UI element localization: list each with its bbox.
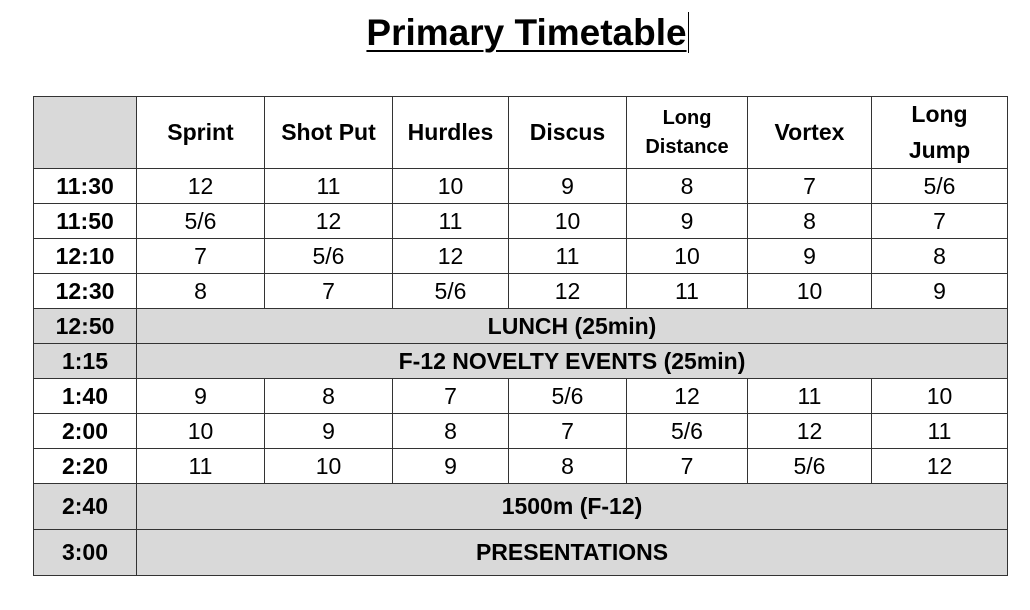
table-cell: 7 xyxy=(748,169,872,204)
table-cell: 9 xyxy=(509,169,627,204)
column-header-hurdles: Hurdles xyxy=(393,97,509,169)
time-cell: 12:10 xyxy=(34,239,137,274)
table-cell: 12 xyxy=(627,379,748,414)
table-cell: 7 xyxy=(872,204,1008,239)
novelty-events-row xyxy=(34,344,1008,379)
table-cell: 9 xyxy=(393,449,509,484)
table-cell: 12 xyxy=(748,414,872,449)
table-row xyxy=(34,169,1008,204)
table-cell: 10 xyxy=(509,204,627,239)
corner-cell xyxy=(34,97,137,169)
table-cell: 11 xyxy=(509,239,627,274)
column-header-shot-put: Shot Put xyxy=(265,97,393,169)
time-cell: 12:30 xyxy=(34,274,137,309)
time-cell: 12:50 xyxy=(34,309,137,344)
table-cell: 11 xyxy=(872,414,1008,449)
table-cell: 9 xyxy=(748,239,872,274)
time-cell: 11:50 xyxy=(34,204,137,239)
table-cell: 10 xyxy=(748,274,872,309)
table-cell: 5/6 xyxy=(627,414,748,449)
table-cell: 7 xyxy=(265,274,393,309)
table-cell: 7 xyxy=(509,414,627,449)
table-cell: 12 xyxy=(872,449,1008,484)
table-cell: 10 xyxy=(393,169,509,204)
time-cell: 2:40 xyxy=(34,484,137,530)
table-cell: 12 xyxy=(509,274,627,309)
time-cell: 3:00 xyxy=(34,530,137,576)
1500m-row xyxy=(34,484,1008,530)
table-cell: 9 xyxy=(872,274,1008,309)
lunch-row xyxy=(34,309,1008,344)
table-cell: 9 xyxy=(137,379,265,414)
table-cell: 10 xyxy=(137,414,265,449)
table-cell: 12 xyxy=(393,239,509,274)
table-cell: 5/6 xyxy=(509,379,627,414)
table-cell: 11 xyxy=(265,169,393,204)
time-cell: 1:15 xyxy=(34,344,137,379)
time-cell: 11:30 xyxy=(34,169,137,204)
table-cell: 10 xyxy=(265,449,393,484)
table-cell: 8 xyxy=(872,239,1008,274)
table-cell: 7 xyxy=(627,449,748,484)
table-cell: 8 xyxy=(393,414,509,449)
time-cell: 2:20 xyxy=(34,449,137,484)
table-cell: 5/6 xyxy=(393,274,509,309)
table-cell: 10 xyxy=(627,239,748,274)
lunch-banner: LUNCH (25min) xyxy=(137,309,1008,344)
table-cell: 5/6 xyxy=(748,449,872,484)
table-cell: 5/6 xyxy=(265,239,393,274)
table-cell: 5/6 xyxy=(137,204,265,239)
column-header-long-distance: Long Distance xyxy=(627,97,748,169)
table-cell: 11 xyxy=(627,274,748,309)
table-cell: 11 xyxy=(748,379,872,414)
column-header-sprint: Sprint xyxy=(137,97,265,169)
timetable xyxy=(33,96,1008,576)
column-header-long-jump: Long Jump xyxy=(872,97,1008,169)
table-cell: 8 xyxy=(265,379,393,414)
table-row xyxy=(34,379,1008,414)
table-cell: 9 xyxy=(265,414,393,449)
table-cell: 5/6 xyxy=(872,169,1008,204)
header-row xyxy=(34,97,1008,169)
time-cell: 2:00 xyxy=(34,414,137,449)
table-cell: 10 xyxy=(872,379,1008,414)
presentations-row xyxy=(34,530,1008,576)
table-row xyxy=(34,449,1008,484)
table-cell: 11 xyxy=(137,449,265,484)
column-header-discus: Discus xyxy=(509,97,627,169)
table-cell: 8 xyxy=(627,169,748,204)
table-row xyxy=(34,204,1008,239)
table-cell: 12 xyxy=(265,204,393,239)
column-header-vortex: Vortex xyxy=(748,97,872,169)
table-cell: 7 xyxy=(137,239,265,274)
table-cell: 7 xyxy=(393,379,509,414)
table-cell: 11 xyxy=(393,204,509,239)
novelty-events-banner: F-12 NOVELTY EVENTS (25min) xyxy=(137,344,1008,379)
table-cell: 8 xyxy=(137,274,265,309)
presentations-banner: PRESENTATIONS xyxy=(137,530,1008,576)
table-cell: 8 xyxy=(748,204,872,239)
table-row xyxy=(34,414,1008,449)
table-cell: 8 xyxy=(509,449,627,484)
table-cell: 12 xyxy=(137,169,265,204)
table-row xyxy=(34,239,1008,274)
table-cell: 9 xyxy=(627,204,748,239)
page-title: Primary Timetable xyxy=(366,12,687,53)
1500m-banner: 1500m (F-12) xyxy=(137,484,1008,530)
table-row xyxy=(34,274,1008,309)
time-cell: 1:40 xyxy=(34,379,137,414)
